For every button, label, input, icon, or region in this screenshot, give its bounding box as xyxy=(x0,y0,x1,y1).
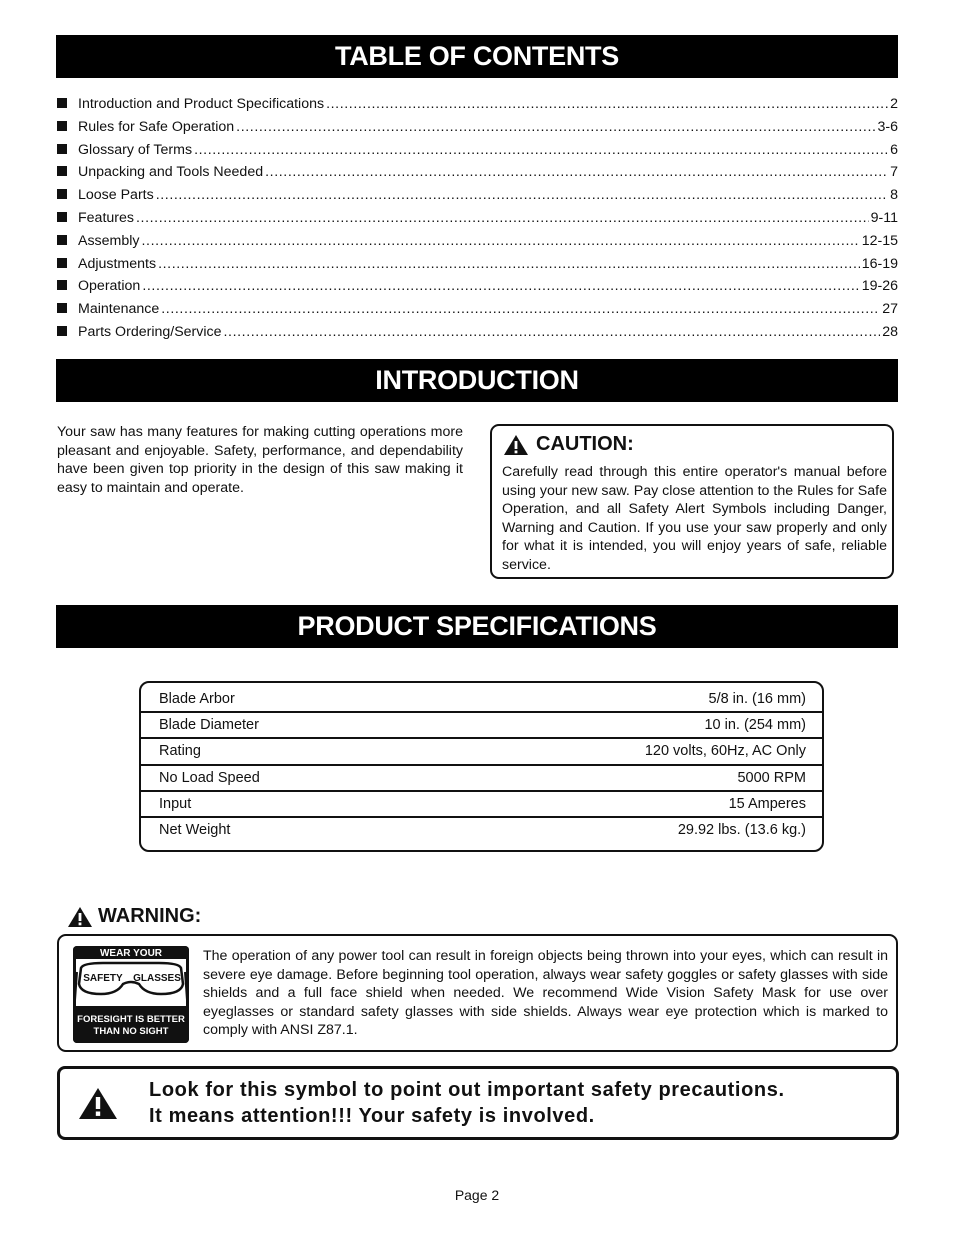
bullet-square-icon xyxy=(57,326,67,336)
toc-entry-label: Adjustments xyxy=(78,255,157,272)
toc-entry xyxy=(57,119,898,142)
safety-alert-icon xyxy=(78,1087,118,1120)
toc-dot-leader xyxy=(265,164,888,180)
spec-label: Rating xyxy=(159,743,201,760)
spec-row xyxy=(141,738,822,764)
toc-dot-leader xyxy=(161,301,880,317)
spec-value: 10 in. (254 mm) xyxy=(704,717,806,734)
intro-heading: INTRODUCTION xyxy=(56,359,898,402)
toc-entry-label: Maintenance xyxy=(78,301,160,318)
spec-value: 15 Amperes xyxy=(728,795,806,812)
bullet-square-icon xyxy=(57,121,67,131)
toc-entry xyxy=(57,278,898,301)
warning-triangle-icon xyxy=(503,434,529,456)
spec-row xyxy=(141,791,822,817)
toc-entry xyxy=(57,233,898,256)
toc-dot-leader xyxy=(142,233,860,249)
safety-symbol-line2: It means attention!!! Your safety is involved. xyxy=(149,1104,595,1127)
safety-symbol-text xyxy=(149,1078,785,1129)
spec-value: 29.92 lbs. (13.6 kg.) xyxy=(677,822,806,838)
safety-glasses-badge xyxy=(73,946,189,1043)
spec-row xyxy=(141,712,822,738)
bullet-square-icon xyxy=(57,258,67,268)
toc-entry-label: Glossary of Terms xyxy=(78,141,193,158)
toc-entry-page: 27 xyxy=(882,301,898,318)
bullet-square-icon xyxy=(57,303,67,313)
toc-entry-page: 6 xyxy=(890,141,898,158)
toc-entry xyxy=(57,301,898,324)
bullet-square-icon xyxy=(57,144,67,154)
toc-entry xyxy=(57,210,898,233)
toc-entry-page: 28 xyxy=(882,323,898,340)
toc-entry-page: 2 xyxy=(890,96,898,112)
toc-entry xyxy=(57,187,898,210)
badge-left-text: SAFETY xyxy=(83,973,123,984)
spec-row xyxy=(141,817,822,843)
badge-right-text: GLASSES xyxy=(133,973,181,984)
safety-symbol-line1: Look for this symbol to point out important safety precautions. xyxy=(149,1079,785,1101)
toc-heading: TABLE OF CONTENTS xyxy=(56,35,898,78)
bullet-square-icon xyxy=(57,189,67,199)
spec-table xyxy=(139,681,824,852)
page-number: Page 2 xyxy=(454,1187,500,1203)
table-of-contents xyxy=(57,96,898,347)
spec-label: Input xyxy=(159,795,192,812)
toc-entry-label: Assembly xyxy=(78,232,140,249)
badge-bottom-line1: FORESIGHT IS BETTER xyxy=(77,1014,185,1025)
spec-label: Net Weight xyxy=(159,822,231,838)
toc-entry-label: Unpacking and Tools Needed xyxy=(78,164,264,181)
toc-entry-page: 19-26 xyxy=(861,278,898,295)
toc-entry-label: Parts Ordering/Service xyxy=(78,323,222,340)
specs-heading: PRODUCT SPECIFICATIONS xyxy=(56,605,898,648)
warning-box xyxy=(57,934,898,1052)
toc-entry-label: Rules for Safe Operation xyxy=(78,118,235,135)
toc-entry xyxy=(57,164,898,187)
toc-entry xyxy=(57,324,898,347)
toc-entry xyxy=(57,142,898,165)
toc-dot-leader xyxy=(158,256,860,272)
toc-entry-label: Features xyxy=(78,209,134,226)
caution-text: Carefully read through this entire operator's manual before using your new saw. Pay close attention to the Rules for Safe Operation, and all Safety Alert Symbols including Danger, Warning and Caution. If you use your saw properly and only for what it is intended, you will enjoy years of safe, reliable service. xyxy=(502,464,887,573)
toc-entry-label: Loose Parts xyxy=(78,187,154,204)
toc-dot-leader xyxy=(326,96,888,112)
toc-dot-leader xyxy=(236,119,875,135)
toc-dot-leader xyxy=(142,278,859,294)
bullet-square-icon xyxy=(57,280,67,290)
toc-entry-page: 12-15 xyxy=(861,232,898,249)
toc-dot-leader xyxy=(136,210,869,226)
safety-glasses-icon xyxy=(73,946,189,1043)
caution-header xyxy=(503,433,634,456)
intro-paragraph: Your saw has many features for making cutting operations more pleasant and enjoyable. Safety, performance, and dependability have been given top priority in the design of this saw making it easy to maintain and operate. xyxy=(57,424,463,496)
warning-title: WARNING: xyxy=(98,905,202,927)
warning-header xyxy=(67,905,201,928)
toc-entry-page: 9-11 xyxy=(870,209,898,226)
toc-entry-page: 7 xyxy=(890,164,898,181)
toc-entry xyxy=(57,256,898,279)
spec-label: No Load Speed xyxy=(159,769,260,786)
caution-title: CAUTION: xyxy=(536,433,634,455)
warning-triangle-icon xyxy=(67,906,93,928)
bullet-square-icon xyxy=(57,212,67,222)
toc-entry xyxy=(57,96,898,119)
caution-box xyxy=(490,424,894,579)
badge-bottom-line2: THAN NO SIGHT xyxy=(93,1026,169,1037)
spec-value: 120 volts, 60Hz, AC Only xyxy=(644,743,806,760)
bullet-square-icon xyxy=(57,235,67,245)
toc-entry-label: Operation xyxy=(78,278,141,295)
badge-top-text: WEAR YOUR xyxy=(99,948,163,959)
spec-label: Blade Diameter xyxy=(159,717,259,734)
spec-row xyxy=(141,686,822,712)
spec-label: Blade Arbor xyxy=(159,691,235,707)
toc-dot-leader xyxy=(194,142,888,158)
toc-dot-leader xyxy=(224,324,881,340)
spec-row xyxy=(141,765,822,791)
toc-entry-label: Introduction and Product Specifications xyxy=(78,96,325,112)
bullet-square-icon xyxy=(57,166,67,176)
bullet-square-icon xyxy=(57,98,67,108)
toc-entry-page: 16-19 xyxy=(861,255,898,272)
warning-text: The operation of any power tool can result in foreign objects being thrown into your eyes, which can result in severe eye damage. Before beginning tool operation, always wear safety goggles or safety glasses with side shields and a full face shield when needed. We recommend Wide Vision Safety Mask for use over eyeglasses or standard safety glasses with side shields. Always wear eye protection which is marked to comply with ANSI Z87.1. xyxy=(203,948,888,1039)
spec-value: 5000 RPM xyxy=(737,769,806,786)
toc-dot-leader xyxy=(156,187,888,203)
toc-entry-page: 3-6 xyxy=(877,118,898,135)
toc-entry-page: 8 xyxy=(890,187,898,204)
safety-symbol-notice xyxy=(57,1066,899,1140)
spec-value: 5/8 in. (16 mm) xyxy=(708,691,806,707)
